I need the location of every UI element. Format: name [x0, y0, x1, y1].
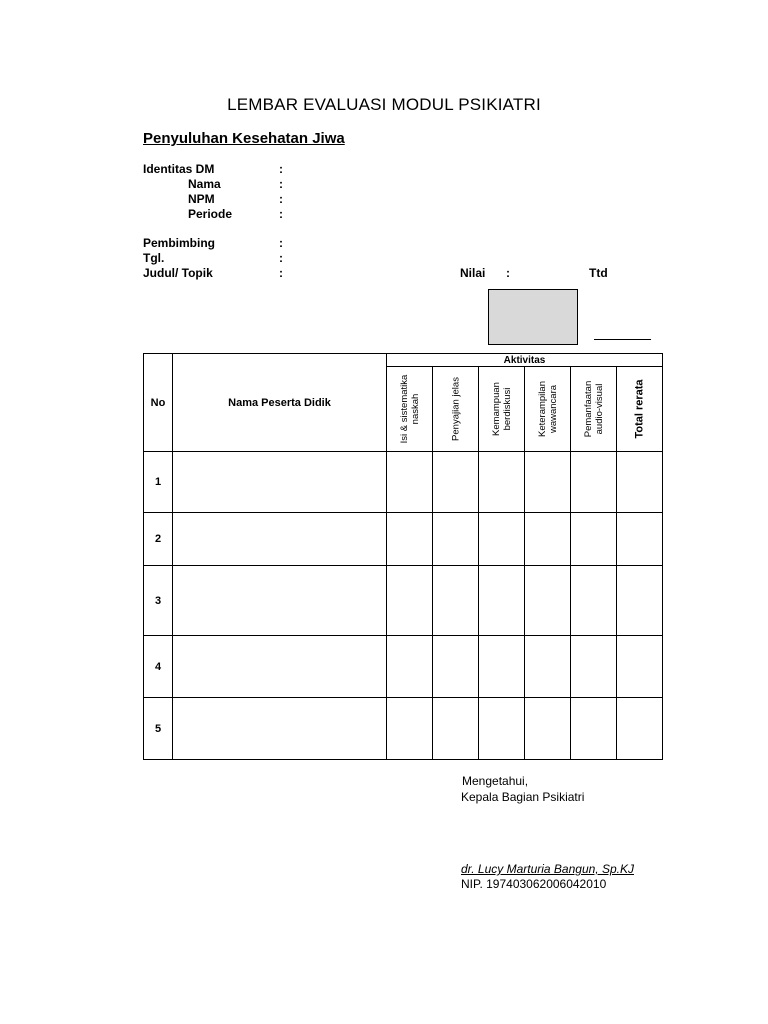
- input-cell[interactable]: [433, 636, 479, 698]
- jabatan-text: Kepala Bagian Psikiatri: [461, 790, 585, 804]
- input-cell[interactable]: [525, 566, 571, 636]
- input-cell[interactable]: [387, 566, 433, 636]
- input-cell[interactable]: [387, 636, 433, 698]
- input-cell[interactable]: [571, 513, 617, 566]
- label-judul: Judul/ Topik: [143, 266, 213, 280]
- evaluation-table: [143, 353, 663, 760]
- label-identitas: Identitas DM: [143, 162, 215, 176]
- input-cell[interactable]: [433, 452, 479, 513]
- input-cell[interactable]: [433, 566, 479, 636]
- input-cell[interactable]: [173, 513, 387, 566]
- row-number: 4: [144, 636, 173, 698]
- header-activity-3: Kemampuan berdiskusi: [479, 367, 525, 452]
- row-number: 2: [144, 513, 173, 566]
- header-nama: Nama Peserta Didik: [173, 354, 387, 452]
- colon: :: [279, 192, 283, 206]
- input-cell[interactable]: [479, 513, 525, 566]
- label-ttd: Ttd: [589, 266, 608, 280]
- row-number: 3: [144, 566, 173, 636]
- colon: :: [279, 177, 283, 191]
- input-cell[interactable]: [617, 452, 663, 513]
- mengetahui-text: Mengetahui,: [462, 774, 529, 788]
- header-activity-2: Penyajian jelas: [433, 367, 479, 452]
- row-number: 1: [144, 452, 173, 513]
- table-row: [144, 513, 663, 566]
- label-nama: Nama: [188, 177, 221, 191]
- input-cell[interactable]: [479, 636, 525, 698]
- form-subtitle: Penyuluhan Kesehatan Jiwa: [143, 130, 345, 147]
- input-cell[interactable]: [479, 566, 525, 636]
- input-cell[interactable]: [571, 636, 617, 698]
- input-cell[interactable]: [433, 513, 479, 566]
- input-cell[interactable]: [617, 636, 663, 698]
- header-aktivitas: Aktivitas: [387, 354, 663, 367]
- input-cell[interactable]: [479, 452, 525, 513]
- colon: :: [279, 251, 283, 265]
- table-row: [144, 636, 663, 698]
- input-cell[interactable]: [617, 698, 663, 760]
- header-activity-4: Keterampilan wawancara: [525, 367, 571, 452]
- header-no: No: [144, 354, 173, 452]
- label-npm: NPM: [188, 192, 215, 206]
- label-tgl: Tgl.: [143, 251, 165, 265]
- colon: :: [279, 266, 283, 280]
- signature-line: [594, 339, 651, 340]
- header-activity-5: Pemanfaatan audio-visual: [571, 367, 617, 452]
- input-cell[interactable]: [525, 452, 571, 513]
- header-total: Total rerata: [617, 367, 663, 452]
- input-cell[interactable]: [173, 452, 387, 513]
- input-cell[interactable]: [571, 566, 617, 636]
- signatory-name: dr. Lucy Marturia Bangun, Sp.KJ: [461, 862, 634, 876]
- input-cell[interactable]: [571, 452, 617, 513]
- label-pembimbing: Pembimbing: [143, 236, 216, 250]
- page-title: LEMBAR EVALUASI MODUL PSIKIATRI: [227, 95, 541, 114]
- nip-text: NIP. 197403062006042010: [461, 877, 607, 891]
- input-cell[interactable]: [173, 636, 387, 698]
- colon: :: [279, 162, 283, 176]
- row-number: 5: [144, 698, 173, 760]
- label-periode: Periode: [188, 207, 233, 221]
- input-cell[interactable]: [387, 698, 433, 760]
- input-cell[interactable]: [173, 566, 387, 636]
- input-cell[interactable]: [387, 513, 433, 566]
- input-cell[interactable]: [525, 698, 571, 760]
- table-row: [144, 698, 663, 760]
- label-nilai: Nilai: [460, 266, 486, 280]
- nilai-box: [488, 289, 578, 345]
- input-cell[interactable]: [525, 513, 571, 566]
- input-cell[interactable]: [617, 566, 663, 636]
- table-row: [144, 566, 663, 636]
- input-cell[interactable]: [525, 636, 571, 698]
- table-row: [144, 452, 663, 513]
- header-activity-1: Isi & sistematika naskah: [387, 367, 433, 452]
- colon: :: [279, 207, 283, 221]
- colon: :: [506, 266, 510, 280]
- input-cell[interactable]: [433, 698, 479, 760]
- colon: :: [279, 236, 283, 250]
- input-cell[interactable]: [617, 513, 663, 566]
- input-cell[interactable]: [173, 698, 387, 760]
- input-cell[interactable]: [571, 698, 617, 760]
- input-cell[interactable]: [479, 698, 525, 760]
- input-cell[interactable]: [387, 452, 433, 513]
